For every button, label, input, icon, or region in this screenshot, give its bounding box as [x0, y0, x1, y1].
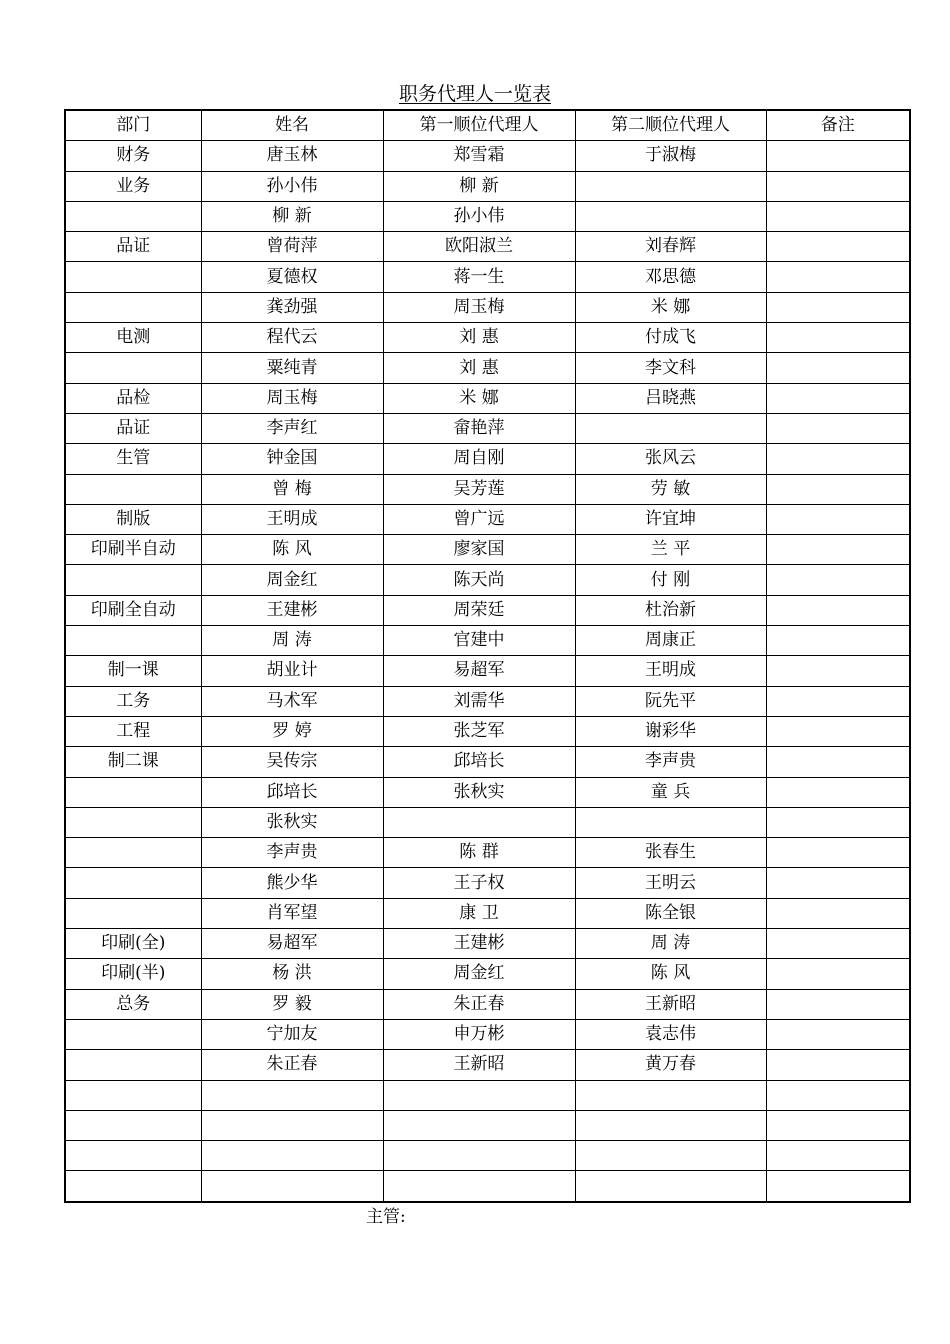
department-cell: 印刷(半) [65, 959, 201, 989]
name-cell: 孙小伟 [201, 171, 383, 201]
name-cell [201, 1110, 383, 1140]
table-row [65, 353, 910, 383]
name-cell: 李声红 [201, 413, 383, 443]
department-cell: 印刷全自动 [65, 595, 201, 625]
table-row [65, 565, 910, 595]
supervisor-signature-label: 主管: [366, 1207, 406, 1227]
first-proxy-cell: 畲艳萍 [383, 413, 575, 443]
first-proxy-cell: 廖家国 [383, 535, 575, 565]
department-cell [65, 868, 201, 898]
department-cell [65, 838, 201, 868]
table-row [65, 383, 910, 413]
second-proxy-cell [575, 201, 766, 231]
table-row [65, 292, 910, 322]
first-proxy-cell: 官建中 [383, 626, 575, 656]
second-proxy-cell: 吕晓燕 [575, 383, 766, 413]
second-proxy-cell: 张风云 [575, 444, 766, 474]
name-cell [201, 1171, 383, 1202]
second-proxy-cell: 米 娜 [575, 292, 766, 322]
column-header-second-proxy: 第二顺位代理人 [575, 110, 766, 141]
table-row [65, 171, 910, 201]
second-proxy-cell [575, 1141, 766, 1171]
table-body [65, 141, 910, 1202]
second-proxy-cell [575, 413, 766, 443]
name-cell: 张秋实 [201, 807, 383, 837]
department-cell [65, 262, 201, 292]
table-row [65, 232, 910, 262]
department-cell [65, 292, 201, 322]
second-proxy-cell: 劳 敏 [575, 474, 766, 504]
remarks-cell [766, 565, 910, 595]
remarks-cell [766, 626, 910, 656]
first-proxy-cell: 申万彬 [383, 1019, 575, 1049]
remarks-cell [766, 1019, 910, 1049]
name-cell: 曾荷萍 [201, 232, 383, 262]
table-row [65, 595, 910, 625]
department-cell [65, 474, 201, 504]
table-row [65, 1110, 910, 1140]
remarks-cell [766, 292, 910, 322]
first-proxy-cell: 郑雪霜 [383, 141, 575, 171]
department-cell [65, 1141, 201, 1171]
name-cell: 王建彬 [201, 595, 383, 625]
department-cell [65, 777, 201, 807]
name-cell: 陈 风 [201, 535, 383, 565]
table-row [65, 323, 910, 353]
remarks-cell [766, 686, 910, 716]
first-proxy-cell [383, 1080, 575, 1110]
name-cell: 周玉梅 [201, 383, 383, 413]
department-cell: 品证 [65, 232, 201, 262]
department-cell: 工程 [65, 716, 201, 746]
remarks-cell [766, 413, 910, 443]
department-cell [65, 626, 201, 656]
second-proxy-cell [575, 807, 766, 837]
first-proxy-cell [383, 807, 575, 837]
remarks-cell [766, 171, 910, 201]
table-row [65, 777, 910, 807]
table-row [65, 1050, 910, 1080]
department-cell: 印刷半自动 [65, 535, 201, 565]
second-proxy-cell: 于淑梅 [575, 141, 766, 171]
table-row [65, 807, 910, 837]
first-proxy-cell: 王新昭 [383, 1050, 575, 1080]
first-proxy-cell: 邱培长 [383, 747, 575, 777]
first-proxy-cell: 王建彬 [383, 929, 575, 959]
first-proxy-cell: 陈天尚 [383, 565, 575, 595]
table-row [65, 959, 910, 989]
first-proxy-cell: 易超军 [383, 656, 575, 686]
title-text: 职务代理人一览表 [398, 83, 551, 105]
department-cell [65, 353, 201, 383]
second-proxy-cell: 刘春辉 [575, 232, 766, 262]
name-cell [201, 1141, 383, 1171]
second-proxy-cell: 付成飞 [575, 323, 766, 353]
name-cell: 熊少华 [201, 868, 383, 898]
proxy-roster-table [64, 109, 911, 1203]
second-proxy-cell [575, 1171, 766, 1202]
first-proxy-cell: 刘 惠 [383, 353, 575, 383]
first-proxy-cell [383, 1141, 575, 1171]
table-row [65, 474, 910, 504]
second-proxy-cell: 付 刚 [575, 565, 766, 595]
table-row [65, 444, 910, 474]
name-cell: 吴传宗 [201, 747, 383, 777]
remarks-cell [766, 353, 910, 383]
remarks-cell [766, 1050, 910, 1080]
first-proxy-cell [383, 1171, 575, 1202]
first-proxy-cell [383, 1110, 575, 1140]
department-cell [65, 898, 201, 928]
name-cell: 罗 婷 [201, 716, 383, 746]
table-row [65, 989, 910, 1019]
table-row [65, 262, 910, 292]
table-row [65, 504, 910, 534]
table-row [65, 626, 910, 656]
name-cell: 胡业计 [201, 656, 383, 686]
remarks-cell [766, 716, 910, 746]
name-cell: 邱培长 [201, 777, 383, 807]
table-row [65, 1019, 910, 1049]
second-proxy-cell: 邓思德 [575, 262, 766, 292]
first-proxy-cell: 曾广远 [383, 504, 575, 534]
second-proxy-cell: 王明云 [575, 868, 766, 898]
name-cell: 唐玉林 [201, 141, 383, 171]
first-proxy-cell: 刘需华 [383, 686, 575, 716]
table-row [65, 535, 910, 565]
remarks-cell [766, 535, 910, 565]
department-cell: 总务 [65, 989, 201, 1019]
remarks-cell [766, 989, 910, 1019]
name-cell: 周 涛 [201, 626, 383, 656]
remarks-cell [766, 474, 910, 504]
first-proxy-cell: 张秋实 [383, 777, 575, 807]
second-proxy-cell: 李声贵 [575, 747, 766, 777]
first-proxy-cell: 康 卫 [383, 898, 575, 928]
header-row [65, 110, 910, 141]
table-row [65, 898, 910, 928]
remarks-cell [766, 1171, 910, 1202]
name-cell: 易超军 [201, 929, 383, 959]
second-proxy-cell: 袁志伟 [575, 1019, 766, 1049]
first-proxy-cell: 周玉梅 [383, 292, 575, 322]
department-cell [65, 1110, 201, 1140]
remarks-cell [766, 262, 910, 292]
column-header-department: 部门 [65, 110, 201, 141]
remarks-cell [766, 868, 910, 898]
department-cell: 财务 [65, 141, 201, 171]
first-proxy-cell: 王子权 [383, 868, 575, 898]
department-cell: 业务 [65, 171, 201, 201]
remarks-cell [766, 444, 910, 474]
first-proxy-cell: 张芝军 [383, 716, 575, 746]
name-cell: 杨 洪 [201, 959, 383, 989]
name-cell: 肖军望 [201, 898, 383, 928]
remarks-cell [766, 201, 910, 231]
second-proxy-cell: 黄万春 [575, 1050, 766, 1080]
first-proxy-cell: 米 娜 [383, 383, 575, 413]
department-cell: 生管 [65, 444, 201, 474]
column-header-first-proxy: 第一顺位代理人 [383, 110, 575, 141]
table-row [65, 656, 910, 686]
table-row [65, 868, 910, 898]
table-row [65, 1141, 910, 1171]
department-cell: 制一课 [65, 656, 201, 686]
second-proxy-cell: 阮先平 [575, 686, 766, 716]
remarks-cell [766, 504, 910, 534]
name-cell: 夏德权 [201, 262, 383, 292]
name-cell [201, 1080, 383, 1110]
table-row [65, 747, 910, 777]
name-cell: 周金红 [201, 565, 383, 595]
second-proxy-cell [575, 171, 766, 201]
name-cell: 李声贵 [201, 838, 383, 868]
department-cell: 电测 [65, 323, 201, 353]
name-cell: 粟纯青 [201, 353, 383, 383]
remarks-cell [766, 1080, 910, 1110]
second-proxy-cell: 陈全银 [575, 898, 766, 928]
department-cell [65, 565, 201, 595]
remarks-cell [766, 595, 910, 625]
second-proxy-cell: 李文科 [575, 353, 766, 383]
column-header-name: 姓名 [201, 110, 383, 141]
second-proxy-cell: 许宜坤 [575, 504, 766, 534]
first-proxy-cell: 周金红 [383, 959, 575, 989]
first-proxy-cell: 陈 群 [383, 838, 575, 868]
first-proxy-cell: 刘 惠 [383, 323, 575, 353]
remarks-cell [766, 898, 910, 928]
column-header-remarks: 备注 [766, 110, 910, 141]
table-row [65, 838, 910, 868]
remarks-cell [766, 1110, 910, 1140]
second-proxy-cell: 谢彩华 [575, 716, 766, 746]
second-proxy-cell: 王明成 [575, 656, 766, 686]
name-cell: 宁加友 [201, 1019, 383, 1049]
first-proxy-cell: 周自刚 [383, 444, 575, 474]
second-proxy-cell: 张春生 [575, 838, 766, 868]
table-row [65, 686, 910, 716]
remarks-cell [766, 777, 910, 807]
department-cell [65, 201, 201, 231]
remarks-cell [766, 807, 910, 837]
department-cell: 制版 [65, 504, 201, 534]
department-cell: 品检 [65, 383, 201, 413]
department-cell [65, 1050, 201, 1080]
second-proxy-cell: 周康正 [575, 626, 766, 656]
department-cell: 品证 [65, 413, 201, 443]
second-proxy-cell: 周 涛 [575, 929, 766, 959]
remarks-cell [766, 1141, 910, 1171]
department-cell: 制二课 [65, 747, 201, 777]
department-cell: 印刷(全) [65, 929, 201, 959]
second-proxy-cell: 兰 平 [575, 535, 766, 565]
department-cell [65, 807, 201, 837]
second-proxy-cell: 陈 风 [575, 959, 766, 989]
remarks-cell [766, 323, 910, 353]
department-cell: 工务 [65, 686, 201, 716]
first-proxy-cell: 孙小伟 [383, 201, 575, 231]
name-cell: 柳 新 [201, 201, 383, 231]
table-row [65, 201, 910, 231]
name-cell: 王明成 [201, 504, 383, 534]
remarks-cell [766, 747, 910, 777]
second-proxy-cell [575, 1080, 766, 1110]
name-cell: 程代云 [201, 323, 383, 353]
department-cell [65, 1019, 201, 1049]
first-proxy-cell: 欧阳淑兰 [383, 232, 575, 262]
table-row [65, 1080, 910, 1110]
first-proxy-cell: 柳 新 [383, 171, 575, 201]
remarks-cell [766, 656, 910, 686]
remarks-cell [766, 383, 910, 413]
first-proxy-cell: 朱正春 [383, 989, 575, 1019]
first-proxy-cell: 吴芳莲 [383, 474, 575, 504]
remarks-cell [766, 838, 910, 868]
table-row [65, 716, 910, 746]
remarks-cell [766, 141, 910, 171]
name-cell: 马术军 [201, 686, 383, 716]
name-cell: 罗 毅 [201, 989, 383, 1019]
remarks-cell [766, 959, 910, 989]
name-cell: 龚劲强 [201, 292, 383, 322]
first-proxy-cell: 蒋一生 [383, 262, 575, 292]
department-cell [65, 1171, 201, 1202]
second-proxy-cell: 王新昭 [575, 989, 766, 1019]
table-row [65, 1171, 910, 1202]
department-cell [65, 1080, 201, 1110]
remarks-cell [766, 929, 910, 959]
name-cell: 钟金国 [201, 444, 383, 474]
name-cell: 曾 梅 [201, 474, 383, 504]
table-row [65, 413, 910, 443]
remarks-cell [766, 232, 910, 262]
name-cell: 朱正春 [201, 1050, 383, 1080]
page-title [0, 80, 950, 108]
second-proxy-cell: 童 兵 [575, 777, 766, 807]
table-row [65, 929, 910, 959]
second-proxy-cell [575, 1110, 766, 1140]
table-row [65, 141, 910, 171]
first-proxy-cell: 周荣廷 [383, 595, 575, 625]
second-proxy-cell: 杜治新 [575, 595, 766, 625]
